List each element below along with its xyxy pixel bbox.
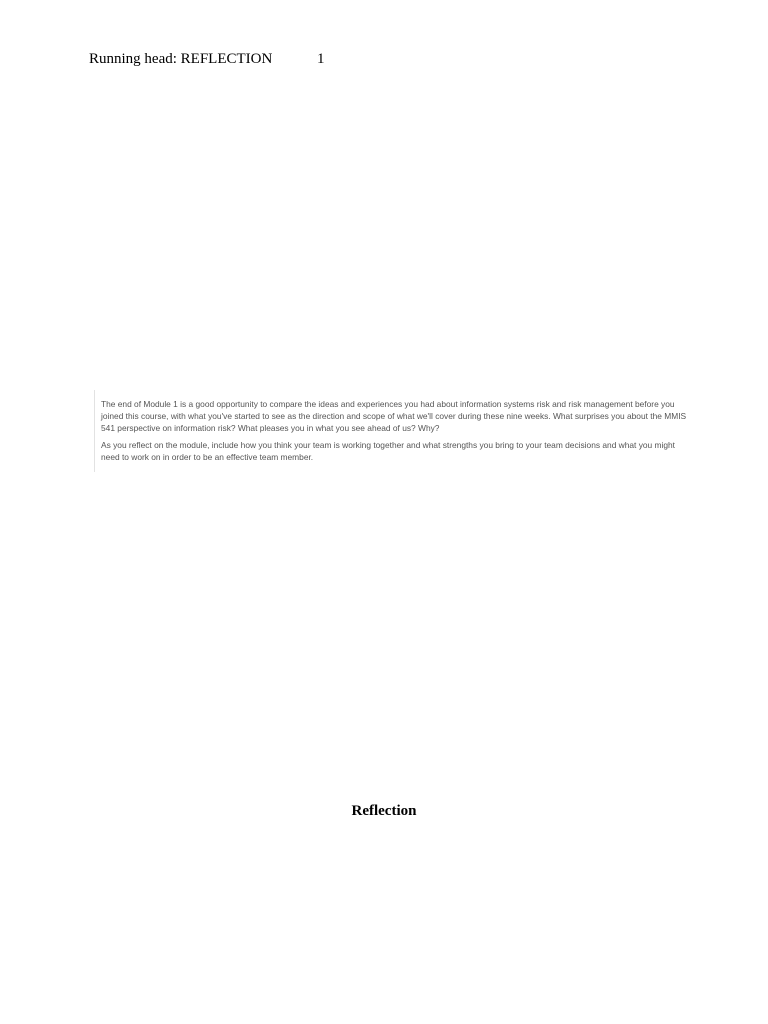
- page-number: 1: [317, 51, 325, 67]
- document-title: Reflection: [351, 803, 417, 819]
- assignment-prompt: [94, 390, 691, 472]
- prompt-paragraph: As you reflect on the module, include how you think your team is working together and what strengths you bring to your team decisions and what you might need to work on in order to be an effective team member.: [101, 440, 676, 462]
- running-head-text: Running head: REFLECTION: [89, 51, 273, 67]
- prompt-paragraph: The end of Module 1 is a good opportunity to compare the ideas and experiences you had about information systems risk and risk management before you joined this course, with what you've started to see as the direction and scope of what we'll cover during these nine weeks. What surprises you about the MMIS 541 perspective on information risk? What pleases you in what you see ahead of us? Why?: [101, 399, 687, 433]
- running-head: [89, 50, 325, 68]
